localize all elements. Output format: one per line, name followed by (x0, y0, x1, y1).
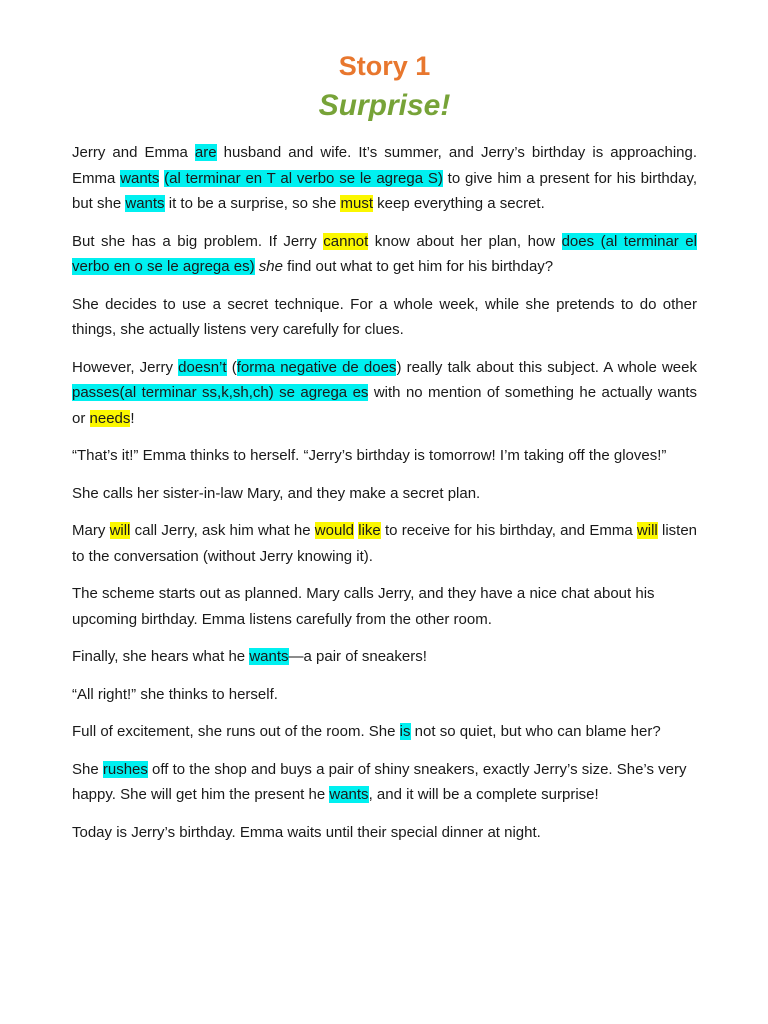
text-segment: Full of excitement, she runs out of the room. She (72, 723, 400, 740)
highlight-yellow: cannot (323, 232, 369, 250)
highlight-cyan: are (194, 144, 217, 161)
text-segment: “That’s it!” Emma thinks to herself. “Jerry’s birthday is tomorrow! I’m taking off the gloves!” (72, 447, 667, 464)
text-segment: Today is Jerry’s birthday. Emma waits until their special dinner at night. (72, 823, 541, 841)
text-segment: She decides to use a secret technique. For a whole week, while she pretends to do other things, she actually listens very carefully for clues. (72, 295, 697, 338)
text-segment: , and it will be a complete surprise! (368, 786, 599, 803)
text-segment: ) really talk about this subject. A whole week (396, 358, 697, 376)
story-subtitle: Surprise! (318, 89, 451, 122)
highlight-yellow: would (314, 522, 354, 539)
story-paragraph (72, 292, 697, 343)
text-segment: Jerry and Emma (72, 144, 195, 161)
highlight-yellow: must (340, 195, 373, 212)
story-paragraph (72, 229, 697, 280)
highlight-cyan: does (al terminar el verbo en o se le agrega es) (72, 232, 697, 275)
highlight-cyan: passes(al terminar ss,k,sh,ch) se agrega es (72, 384, 369, 401)
highlight-cyan: wants (120, 169, 160, 187)
story-paragraph (72, 481, 697, 507)
text-segment: —a pair of sneakers! (288, 648, 427, 665)
text-segment: But she has a big problem. If Jerry (72, 232, 324, 250)
story-paragraph (72, 443, 697, 469)
text-segment: ( (226, 358, 237, 376)
text-segment: call Jerry, ask him what he (130, 522, 315, 539)
highlight-cyan: doesn’t (178, 358, 227, 376)
text-segment: off to the shop and buys a pair of shiny sneakers, exactly Jerry’s size. She’s very happy. She will get him the present he (72, 760, 687, 803)
highlight-yellow: will (109, 522, 131, 539)
text-segment: listen to the conversation (without Jerry knowing it). (72, 522, 698, 565)
text-segment: to receive for his birthday, and Emma (380, 522, 637, 539)
text-segment: The scheme starts out as planned. Mary calls Jerry, and they have a nice chat about his upcoming birthday. Emma listens carefully from the other room. (72, 585, 655, 628)
story-paragraph (72, 518, 697, 569)
story-title: Story 1 (338, 51, 431, 81)
story-paragraph (72, 644, 697, 670)
story-body (72, 140, 697, 845)
text-segment: “All right!” she thinks to herself. (72, 685, 278, 703)
highlight-cyan: wants (125, 195, 165, 212)
text-segment: ! (130, 409, 135, 427)
story-paragraph (72, 682, 697, 708)
text-segment: find out what to get him for his birthday? (282, 258, 554, 275)
italic-text: she (258, 258, 283, 275)
story-paragraph (72, 820, 697, 846)
highlight-cyan: rushes (102, 760, 148, 778)
story-paragraph (72, 757, 697, 808)
text-segment: She calls her sister-in-law Mary, and they make a secret plan. (72, 484, 481, 502)
highlight-cyan: forma negative de does (236, 358, 397, 376)
text-segment: husband and wife. It’s summer, and Jerry’s birthday is approaching. Emma (72, 144, 698, 187)
text-segment: to give him a present for his birthday, but she (72, 169, 697, 212)
text-segment: with no mention of something he actually wants or (72, 384, 697, 427)
text-segment: keep everything a secret. (373, 195, 545, 212)
text-segment: it to be a surprise, so she (164, 195, 341, 212)
story-paragraph (72, 581, 697, 632)
story-paragraph (72, 355, 697, 432)
highlight-yellow: needs (89, 409, 131, 427)
text-segment: Mary (72, 522, 110, 539)
highlight-cyan: (al terminar en T al verbo se le agrega S) (164, 169, 443, 187)
document-page (72, 46, 697, 857)
text-segment: know about her plan, how (368, 232, 562, 250)
text-segment: However, Jerry (72, 358, 179, 376)
highlight-cyan: wants (249, 648, 289, 665)
highlight-yellow: will (636, 522, 658, 539)
text-segment: Finally, she hears what he (72, 648, 250, 665)
highlight-cyan: is (399, 723, 411, 740)
story-paragraph (72, 140, 697, 217)
story-paragraph (72, 719, 697, 745)
text-segment: She (72, 760, 103, 778)
highlight-cyan: wants (329, 786, 369, 803)
highlight-yellow: like (358, 522, 381, 539)
text-segment: not so quiet, but who can blame her? (410, 723, 661, 740)
